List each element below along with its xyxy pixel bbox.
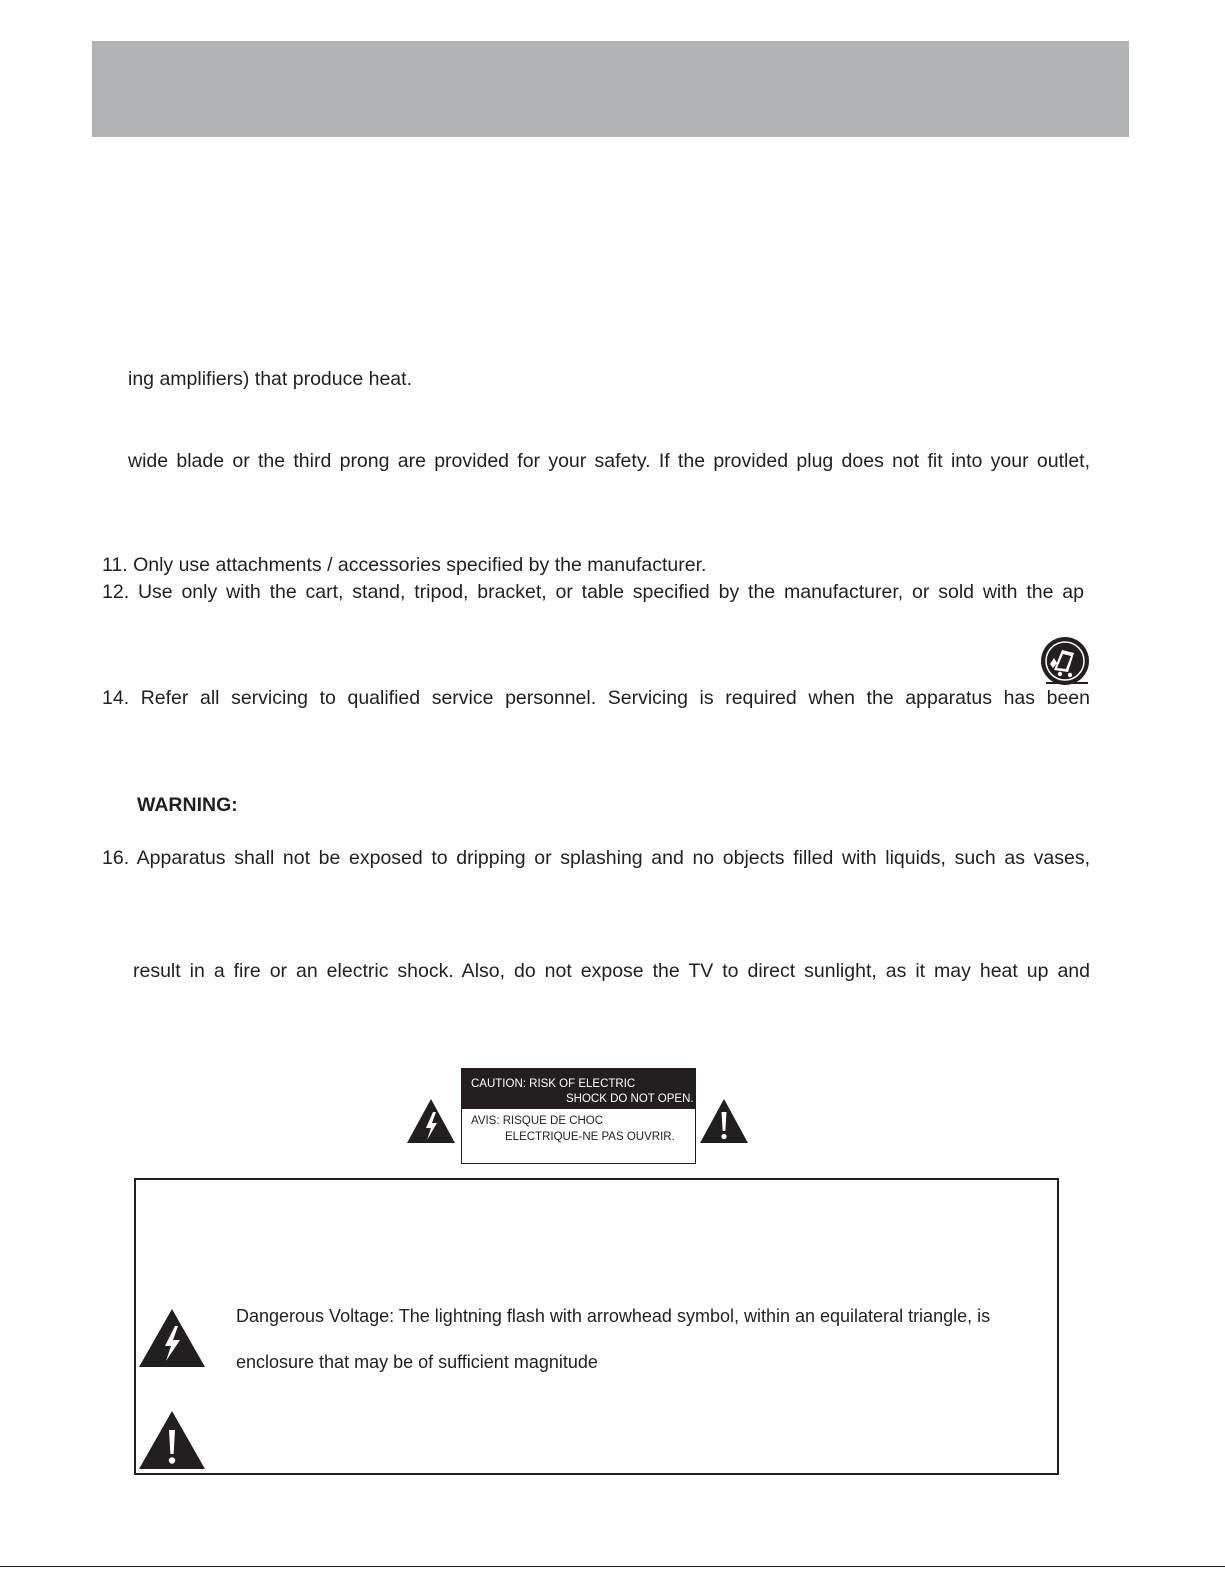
- header-band: [92, 41, 1129, 137]
- lightning-triangle-icon: [138, 1308, 206, 1368]
- caution-line-1: CAUTION: RISK OF ELECTRIC: [471, 1078, 636, 1090]
- safety-symbols-notice: [134, 1178, 1059, 1475]
- lightning-triangle-icon: [406, 1098, 456, 1144]
- text-line-plug: wide blade or the third prong are provided for your safety. If the provided plug does not fit into your outlet,: [128, 450, 1090, 472]
- caution-label: [461, 1068, 696, 1164]
- list-item-16: 16. Apparatus shall not be exposed to dripping or splashing and no objects filled with liquids, such as vases,: [102, 847, 1090, 869]
- caution-line-2: SHOCK DO NOT OPEN.: [566, 1093, 694, 1105]
- exclamation-triangle-icon: [699, 1098, 749, 1144]
- warning-heading: WARNING:: [137, 794, 238, 816]
- list-item-12: 12. Use only with the cart, stand, tripod, bracket, or table specified by the manufacturer, or sold with the ap: [102, 581, 1084, 603]
- dangerous-voltage-text: Dangerous Voltage: The lightning flash with arrowhead symbol, within an equilateral triangle, is: [236, 1306, 991, 1326]
- cart-tip-over-icon: [1038, 636, 1092, 688]
- avis-line-1: AVIS: RISQUE DE CHOC: [471, 1115, 604, 1127]
- exclamation-triangle-icon: [138, 1410, 206, 1470]
- list-item-14: 14. Refer all servicing to qualified service personnel. Servicing is required when the apparatus has been: [102, 687, 1090, 709]
- text-line-sunlight: result in a fire or an electric shock. Also, do not expose the TV to direct sunlight, as it may heat up and: [133, 960, 1090, 982]
- list-item-11: 11. Only use attachments / accessories specified by the manufacturer.: [102, 554, 707, 576]
- avis-line-2: ELECTRIQUE-NE PAS OUVRIR.: [505, 1131, 675, 1143]
- enclosure-text: enclosure that may be of sufficient magnitude: [236, 1352, 598, 1372]
- text-line-heat: ing amplifiers) that produce heat.: [128, 368, 412, 390]
- bottom-rule: [0, 1566, 1225, 1567]
- caution-label-english: [462, 1069, 695, 1109]
